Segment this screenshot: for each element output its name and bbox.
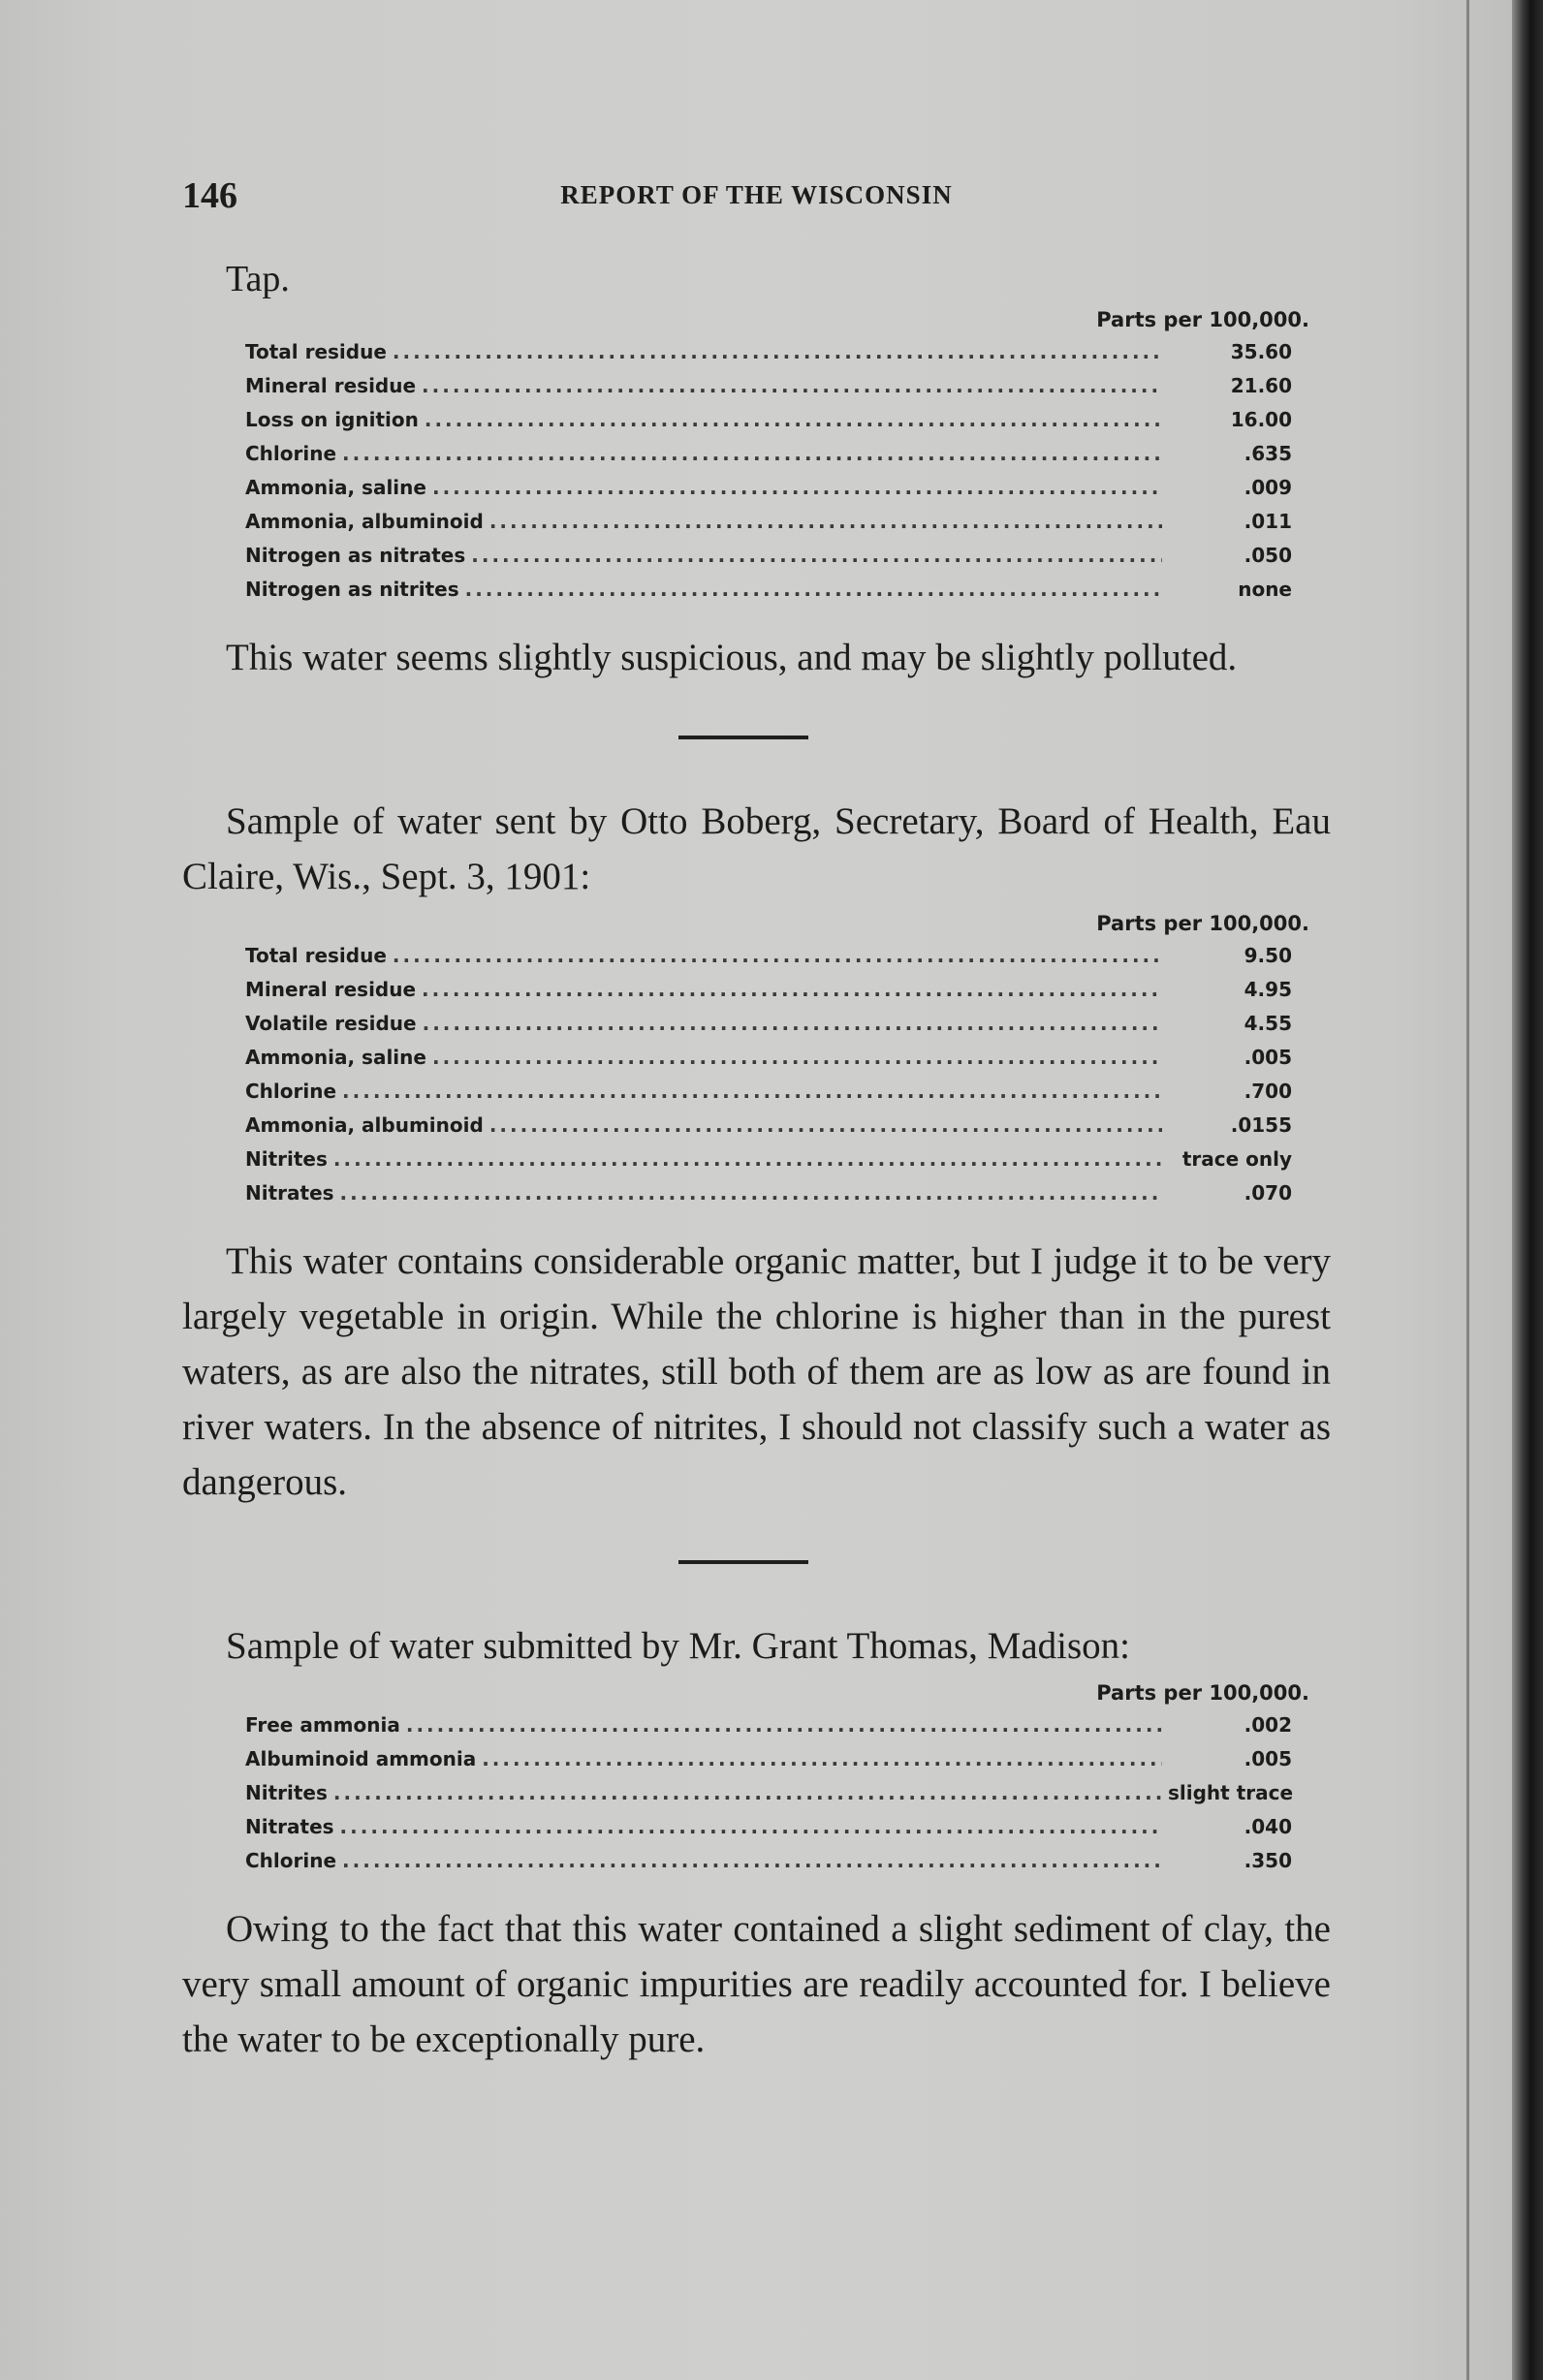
leader-dots [471, 539, 1162, 573]
leader-dots [340, 1810, 1162, 1844]
leader-dots [340, 1176, 1162, 1210]
row-label: Nitrogen as nitrates [245, 544, 466, 567]
page-edge-line [1466, 0, 1469, 2380]
row-label: Ammonia, saline [245, 476, 426, 499]
page-content [182, 174, 1331, 2067]
analysis-table [182, 939, 1331, 1210]
table-row [245, 1708, 1331, 1742]
row-label: Chlorine [245, 442, 337, 465]
row-value: .350 [1244, 1849, 1292, 1872]
row-value: none [1238, 578, 1292, 601]
leader-dots [393, 939, 1162, 973]
section-divider [678, 736, 808, 739]
page-number: 146 [182, 175, 237, 216]
leader-dots [342, 1844, 1162, 1878]
leader-dots [425, 403, 1162, 437]
row-label: Mineral residue [245, 374, 417, 397]
sample-intro: Sample of water submitted by Mr. Grant Thomas, Madison: [226, 1625, 1130, 1667]
row-value: .005 [1244, 1046, 1292, 1069]
row-value: .070 [1244, 1181, 1292, 1205]
table-row [245, 1742, 1331, 1776]
running-title: REPORT OF THE WISCONSIN [560, 180, 953, 209]
table-heading: Parts per 100,000. [1096, 308, 1309, 331]
leader-dots [489, 505, 1162, 539]
analysis-table [182, 1708, 1331, 1878]
row-label: Total residue [245, 944, 387, 967]
row-value: trace only [1181, 1147, 1292, 1171]
row-value: .635 [1244, 442, 1292, 465]
leader-dots [342, 1075, 1162, 1109]
row-value: .005 [1244, 1747, 1292, 1770]
table-row [245, 1810, 1331, 1844]
row-label: Nitrites [245, 1781, 328, 1804]
table-row [245, 437, 1331, 471]
table-row [245, 539, 1331, 573]
row-label: Nitrates [245, 1815, 334, 1838]
table-row [245, 1844, 1331, 1878]
row-label: Albuminoid ammonia [245, 1747, 477, 1770]
row-value: .050 [1244, 544, 1292, 567]
commentary-paragraph: Owing to the fact that this water contained a slight sediment of clay, the very small amount of organic impurities are readily accounted for. I believe the water to be exceptionally pure. [182, 1908, 1331, 2060]
leader-dots [342, 437, 1162, 471]
row-label: Nitrogen as nitrites [245, 578, 459, 601]
row-label: Free ammonia [245, 1713, 400, 1737]
row-label: Chlorine [245, 1080, 337, 1103]
table-row [245, 1075, 1331, 1109]
table-row [245, 1776, 1331, 1810]
row-value: .0155 [1230, 1113, 1292, 1137]
table-row [245, 939, 1331, 973]
row-value: .011 [1244, 510, 1292, 533]
row-label: Total residue [245, 340, 387, 363]
table-row [245, 1109, 1331, 1143]
table-row [245, 505, 1331, 539]
row-value: 21.60 [1230, 374, 1292, 397]
binding-edge [1512, 0, 1543, 2380]
row-label: Ammonia, albuminoid [245, 510, 484, 533]
table-row [245, 1176, 1331, 1210]
row-label: Volatile residue [245, 1012, 417, 1035]
table-heading: Parts per 100,000. [1096, 1681, 1309, 1705]
running-head [182, 174, 1331, 233]
sample-intro: Sample of water sent by Otto Boberg, Secretary, Board of Health, Eau Claire, Wis., Sept. 3, 1901: [182, 800, 1331, 897]
table-row [245, 573, 1331, 607]
row-label: Loss on ignition [245, 408, 419, 431]
row-value: 16.00 [1230, 408, 1292, 431]
section-boberg-sample [182, 794, 1331, 1510]
row-value: 35.60 [1230, 340, 1292, 363]
row-value: .009 [1244, 476, 1292, 499]
section-divider [678, 1560, 808, 1564]
table-row [245, 1143, 1331, 1176]
row-value: .700 [1244, 1080, 1292, 1103]
row-label: Nitrites [245, 1147, 328, 1171]
leader-dots [423, 1007, 1162, 1041]
leader-dots [432, 471, 1162, 505]
leader-dots [489, 1109, 1162, 1143]
row-value: 4.55 [1244, 1012, 1292, 1035]
row-value: 9.50 [1244, 944, 1292, 967]
leader-dots [406, 1708, 1162, 1742]
analysis-table [182, 335, 1331, 607]
commentary-paragraph: This water contains considerable organic matter, but I judge it to be very largely vegetable in origin. While the chlorine is higher than in the purest waters, as are also the nitrates, still both of them are as low as are found in river waters. In the absence of nitrites, I should not classify such a water as dangerous. [182, 1240, 1331, 1503]
row-label: Ammonia, saline [245, 1046, 426, 1069]
row-value: 4.95 [1244, 978, 1292, 1001]
section-tap [182, 258, 1331, 685]
row-value: slight trace [1168, 1781, 1294, 1804]
commentary-paragraph: This water seems slightly suspicious, and may be slightly polluted. [226, 637, 1238, 678]
leader-dots [422, 369, 1162, 403]
row-label: Chlorine [245, 1849, 337, 1872]
leader-dots [422, 973, 1162, 1007]
row-label: Mineral residue [245, 978, 417, 1001]
leader-dots [482, 1742, 1162, 1776]
section-thomas-sample [182, 1618, 1331, 2067]
section-label: Tap. [226, 259, 290, 299]
table-row [245, 335, 1331, 369]
row-label: Nitrates [245, 1181, 334, 1205]
table-row [245, 973, 1331, 1007]
leader-dots [432, 1041, 1162, 1075]
table-row [245, 1041, 1331, 1075]
table-row [245, 471, 1331, 505]
leader-dots [393, 335, 1162, 369]
row-value: .002 [1244, 1713, 1292, 1737]
row-label: Ammonia, albuminoid [245, 1113, 484, 1137]
table-row [245, 403, 1331, 437]
leader-dots [333, 1776, 1162, 1810]
table-row [245, 369, 1331, 403]
row-value: .040 [1244, 1815, 1292, 1838]
leader-dots [465, 573, 1162, 607]
table-heading: Parts per 100,000. [1096, 912, 1309, 935]
table-row [245, 1007, 1331, 1041]
leader-dots [333, 1143, 1162, 1176]
